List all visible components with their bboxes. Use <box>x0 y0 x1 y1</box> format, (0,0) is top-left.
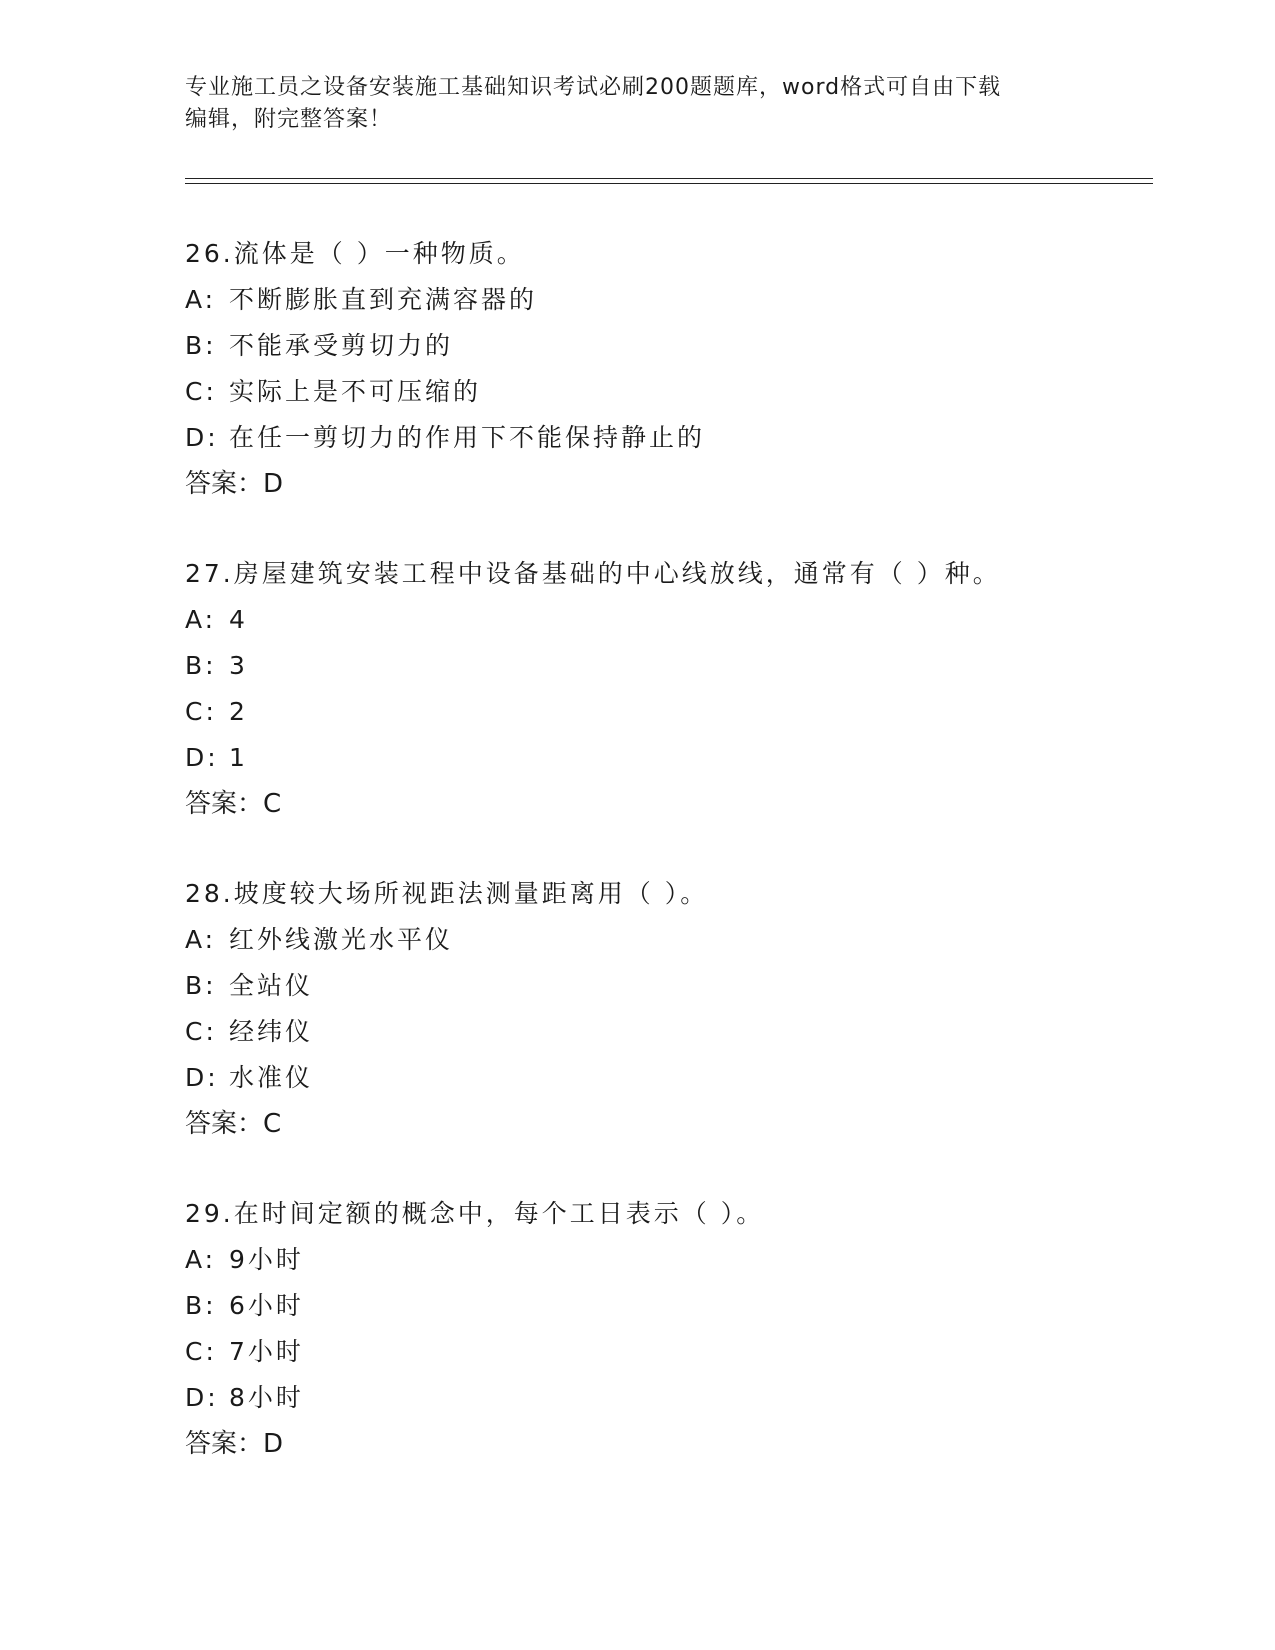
option-text: 8小时 <box>229 1383 304 1412</box>
question-26 <box>185 238 1165 514</box>
option-text: 不断膨胀直到充满容器的 <box>229 285 538 314</box>
option-text: 水准仪 <box>229 1063 314 1092</box>
option-letter: B: <box>185 1291 217 1320</box>
question-stem: 27.房屋建筑安装工程中设备基础的中心线放线，通常有（ ）种。 <box>185 559 1001 588</box>
option-b <box>185 1290 1165 1336</box>
header-line-2: 编辑，附完整答案！ <box>185 107 393 132</box>
header-divider-bottom <box>185 183 1153 184</box>
option-d <box>185 1382 1165 1428</box>
option-letter: C: <box>185 377 217 406</box>
option-letter: A: <box>185 1245 217 1274</box>
question-stem: 29.在时间定额的概念中，每个工日表示（ ）。 <box>185 1199 765 1228</box>
question-stem: 28.坡度较大场所视距法测量距离用（ ）。 <box>185 879 709 908</box>
option-text: 6小时 <box>229 1291 304 1320</box>
option-b <box>185 650 1165 696</box>
question-stem: 26.流体是（ ）一种物质。 <box>185 239 525 268</box>
option-c <box>185 1336 1165 1382</box>
option-letter: D: <box>185 1383 219 1412</box>
option-text: 3 <box>229 651 248 680</box>
option-letter: D: <box>185 743 219 772</box>
header-divider-top <box>185 178 1153 179</box>
option-letter: A: <box>185 605 217 634</box>
answer: 答案：C <box>185 1109 282 1139</box>
header-line-1: 专业施工员之设备安装施工基础知识考试必刷200题题库，word格式可自由下载 <box>185 75 1002 100</box>
option-text: 实际上是不可压缩的 <box>229 377 482 406</box>
option-letter: A: <box>185 925 217 954</box>
option-text: 9小时 <box>229 1245 304 1274</box>
option-letter: C: <box>185 1337 217 1366</box>
option-letter: D: <box>185 1063 219 1092</box>
option-text: 经纬仪 <box>229 1017 314 1046</box>
option-letter: C: <box>185 1017 217 1046</box>
option-text: 不能承受剪切力的 <box>229 331 454 360</box>
question-27 <box>185 558 1165 834</box>
option-letter: C: <box>185 697 217 726</box>
option-text: 全站仪 <box>229 971 314 1000</box>
option-letter: A: <box>185 285 217 314</box>
option-letter: B: <box>185 651 217 680</box>
answer: 答案：C <box>185 789 282 819</box>
option-text: 1 <box>229 743 248 772</box>
option-d <box>185 742 1165 788</box>
option-text: 7小时 <box>229 1337 304 1366</box>
document-header <box>185 72 1085 136</box>
option-a <box>185 604 1165 650</box>
option-b <box>185 330 1165 376</box>
option-d <box>185 422 1165 468</box>
option-a <box>185 284 1165 330</box>
option-c <box>185 696 1165 742</box>
option-a <box>185 1244 1165 1290</box>
option-text: 红外线激光水平仪 <box>229 925 454 954</box>
option-c <box>185 1016 1165 1062</box>
option-text: 在任一剪切力的作用下不能保持静止的 <box>229 423 706 452</box>
question-28 <box>185 878 1165 1154</box>
option-d <box>185 1062 1165 1108</box>
question-29 <box>185 1198 1165 1474</box>
option-text: 4 <box>229 605 248 634</box>
answer: 答案：D <box>185 1429 284 1459</box>
answer: 答案：D <box>185 469 284 499</box>
option-letter: D: <box>185 423 219 452</box>
option-b <box>185 970 1165 1016</box>
option-c <box>185 376 1165 422</box>
option-text: 2 <box>229 697 248 726</box>
option-a <box>185 924 1165 970</box>
option-letter: B: <box>185 331 217 360</box>
option-letter: B: <box>185 971 217 1000</box>
